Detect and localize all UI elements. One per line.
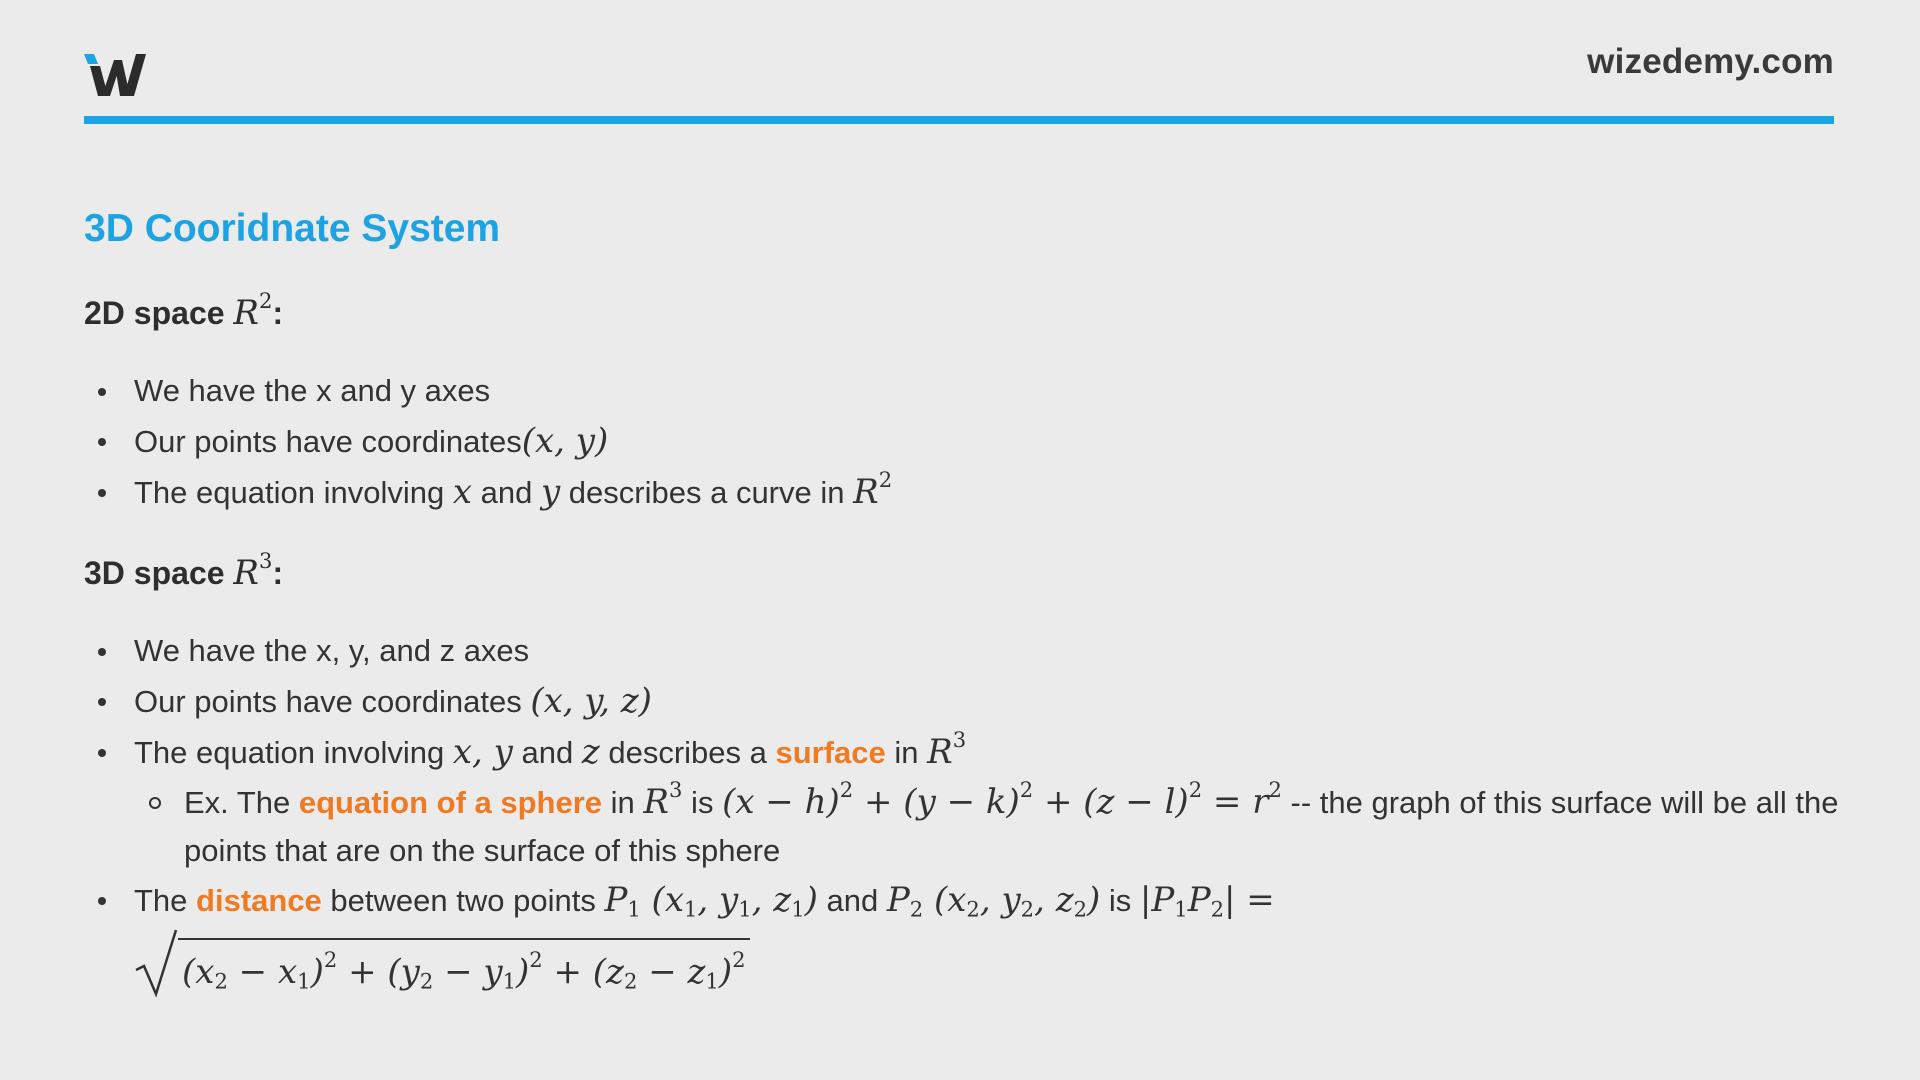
list-3d	[84, 626, 1844, 1013]
distance-formula-sqrt	[134, 928, 750, 998]
list-item: Our points have coordinates(x, y)	[84, 416, 1844, 467]
list-item: The distance between two points $P_1$ ($x_1$, $y_1$, $z_1$) and $P_2$ ($x_2$, $y_2$, $z_2$) is $|P_1P_2|$ = $(x_2 - x_1)^2 + (y_2 - y_1)^2 + (z_2 - z_1)^2$	[84, 875, 1844, 1013]
list-item: We have the x, y, and z axes	[84, 626, 1844, 676]
site-name[interactable]: wizedemy.com	[1587, 42, 1834, 81]
list-item: Our points have coordinates (x, y, z)	[84, 676, 1844, 727]
sub-list-item: Ex. The equation of a sphere in $R^3$ is $(x - h)^2 + (y - k)^2 + (z - l)^2 = r^2$ -- the graph of this surface will be all the points that are on the surface of this sphere	[134, 778, 1844, 875]
wizedemy-logo-icon[interactable]	[84, 52, 146, 98]
distance-formula-radicand: $(x_2 - x_1)^2 + (y_2 - y_1)^2 + (z_2 - z_1)^2$	[178, 938, 750, 998]
coord-math: (x, y)	[521, 421, 609, 461]
r2-math: $R^2$	[233, 288, 273, 333]
list-item: The equation involving x and y describes a curve in $R^2$	[84, 467, 1844, 518]
sphere-equation-math: $(x - h)^2 + (y - k)^2 + (z - l)^2 = r^2$	[722, 777, 1282, 822]
page-header	[84, 40, 1834, 124]
point-p2-math: $P_2$ ($x_2$, $y_2$, $z_2$)	[886, 880, 1101, 922]
distance-abs-math: $|P_1P_2|$ =	[1139, 880, 1275, 922]
coord-math: (x, y, z)	[530, 681, 652, 721]
section-heading-2d: 2D space $R^2$:	[84, 288, 284, 333]
point-p1-math: $P_1$ ($x_1$, $y_1$, $z_1$)	[604, 880, 818, 922]
page-title: 3D Cooridnate System	[84, 207, 501, 250]
sub-list	[134, 778, 1844, 875]
square-root-icon	[134, 928, 178, 998]
list-item: We have the x and y axes	[84, 366, 1844, 416]
list-2d	[84, 366, 1844, 518]
section-heading-3d-label: 3D space	[84, 555, 225, 591]
r3-math: $R^3$	[233, 548, 273, 593]
list-item: The equation involving x, y and z describes a surface in $R^3$ Ex. The equation of a sphere in $R^3$ is $(x - h)^2 + (y - k)^2 + (z - l)^2 = r^2$ -- the graph of this surface will be all the points that are on the surface of this sphere	[84, 727, 1844, 875]
highlight-surface: surface	[775, 735, 886, 770]
main-content	[84, 200, 1844, 1013]
highlight-sphere-equation: equation of a sphere	[298, 785, 603, 820]
highlight-distance: distance	[196, 883, 322, 918]
section-heading-2d-label: 2D space	[84, 295, 225, 331]
section-heading-3d: 3D space $R^3$:	[84, 548, 284, 593]
header-divider	[84, 116, 1834, 124]
